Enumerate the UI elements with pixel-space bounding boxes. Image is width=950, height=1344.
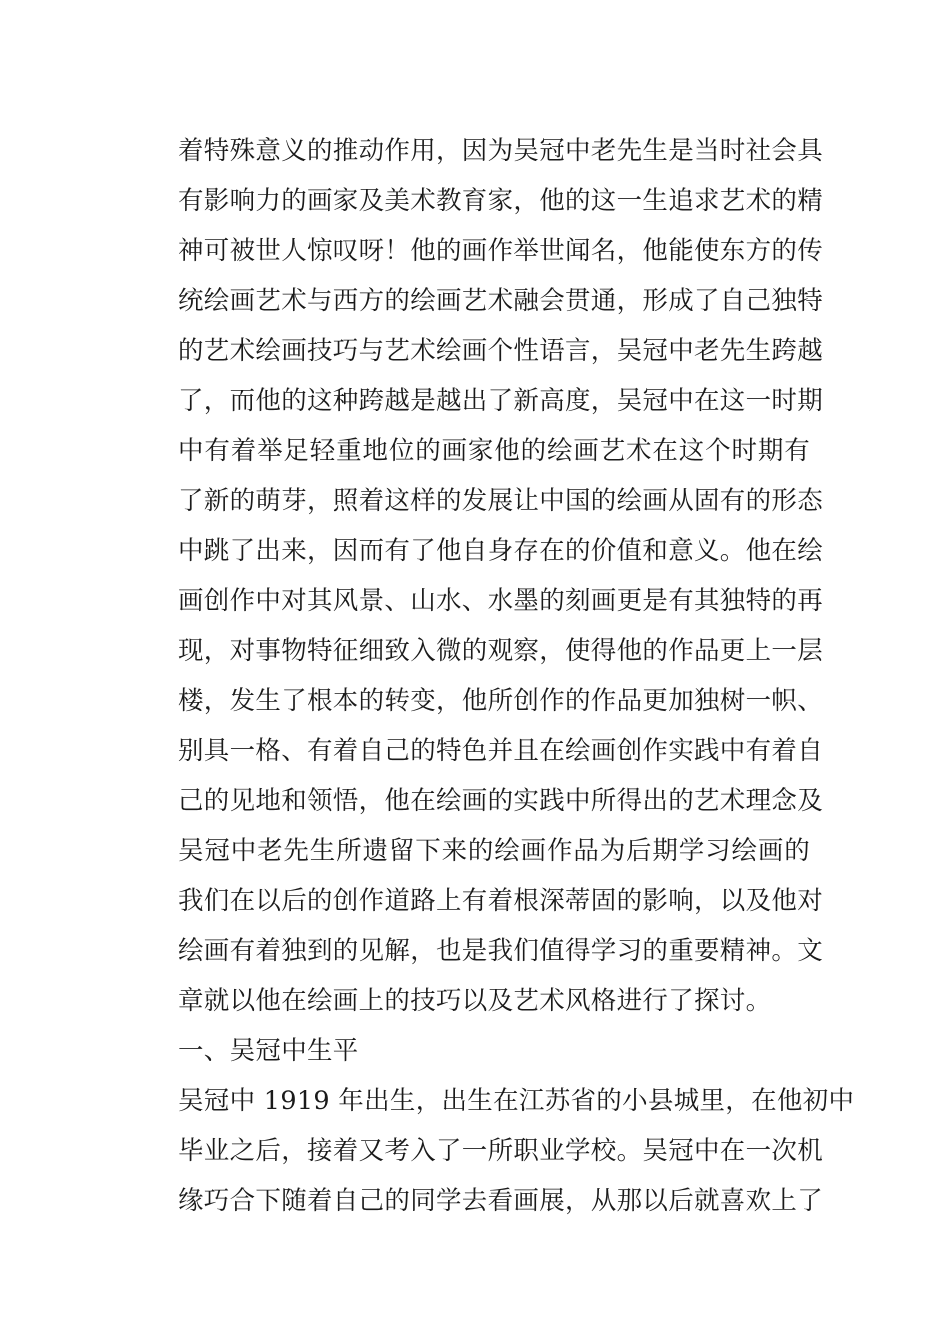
text-line: 神可被世人惊叹呀！他的画作举世闻名，他能使东方的传	[178, 236, 824, 266]
text-line: 着特殊意义的推动作用，因为吴冠中老先生是当时社会具	[178, 136, 824, 166]
text-line: 吴冠中 1919 年出生，出生在江苏省的小县城里，在他初中	[178, 1086, 855, 1116]
text-line: 统绘画艺术与西方的绘画艺术融会贯通，形成了自己独特	[178, 286, 824, 316]
text-line: 我们在以后的创作道路上有着根深蒂固的影响，以及他对	[178, 886, 824, 916]
text-line: 有影响力的画家及美术教育家，他的这一生追求艺术的精	[178, 186, 824, 216]
text-line: 别具一格、有着自己的特色并且在绘画创作实践中有着自	[178, 736, 824, 766]
section-heading: 一、吴冠中生平	[178, 1036, 359, 1066]
text-line: 中有着举足轻重地位的画家他的绘画艺术在这个时期有	[178, 436, 810, 466]
text-line: 了新的萌芽，照着这样的发展让中国的绘画从固有的形态	[178, 486, 824, 516]
text-line: 画创作中对其风景、山水、水墨的刻画更是有其独特的再	[178, 586, 824, 616]
text-line: 毕业之后，接着又考入了一所职业学校。吴冠中在一次机	[178, 1136, 824, 1166]
text-line: 的艺术绘画技巧与艺术绘画个性语言，吴冠中老先生跨越	[178, 336, 824, 366]
body-text	[178, 126, 855, 1226]
text-line: 绘画有着独到的见解，也是我们值得学习的重要精神。文	[178, 936, 824, 966]
text-line: 楼，发生了根本的转变，他所创作的作品更加独树一帜、	[178, 686, 824, 716]
text-line: 了，而他的这种跨越是越出了新高度，吴冠中在这一时期	[178, 386, 824, 416]
text-line: 现，对事物特征细致入微的观察，使得他的作品更上一层	[178, 636, 824, 666]
text-line: 缘巧合下随着自己的同学去看画展，从那以后就喜欢上了	[178, 1186, 824, 1216]
text-line: 己的见地和领悟，他在绘画的实践中所得出的艺术理念及	[178, 786, 824, 816]
text-line: 吴冠中老先生所遗留下来的绘画作品为后期学习绘画的	[178, 836, 810, 866]
paragraph-end-line: 章就以他在绘画上的技巧以及艺术风格进行了探讨。	[178, 986, 772, 1016]
text-line: 中跳了出来，因而有了他自身存在的价值和意义。他在绘	[178, 536, 824, 566]
